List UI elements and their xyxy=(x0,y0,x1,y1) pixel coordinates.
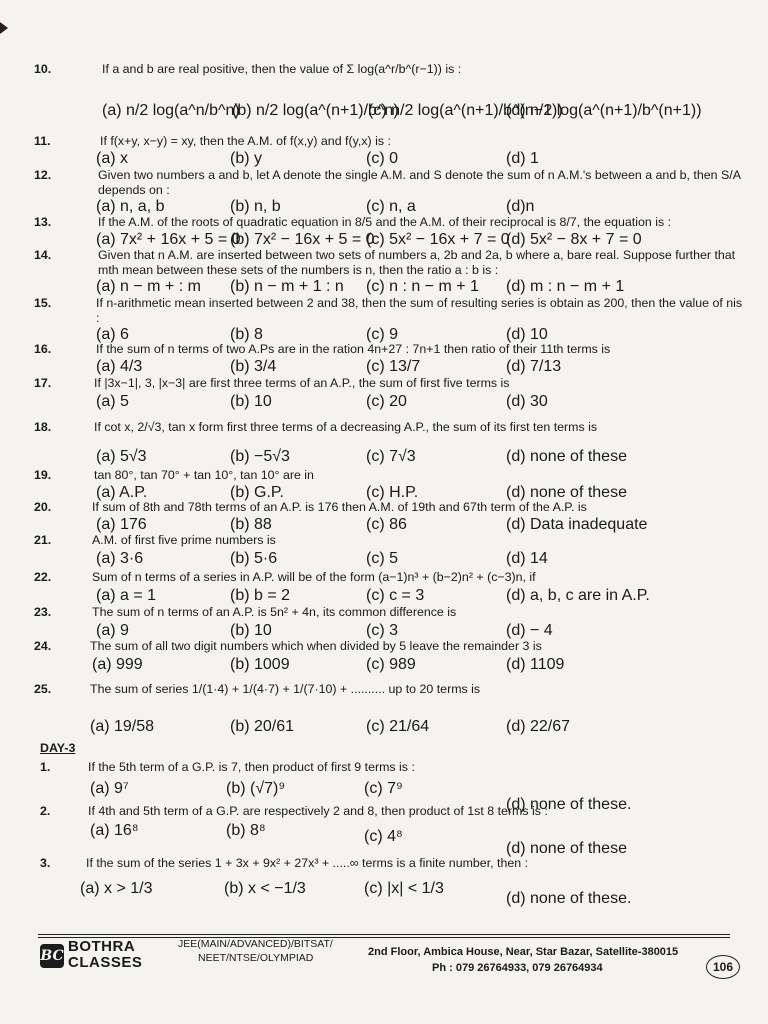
option-b: (b) 8⁸ xyxy=(226,822,266,839)
options-day3-2 xyxy=(0,822,768,857)
option-d: (d) none of these. xyxy=(506,890,632,907)
options-14 xyxy=(0,278,768,294)
option-c: (c) 3 xyxy=(366,622,398,639)
option-c: (c) 7√3 xyxy=(366,448,416,465)
option-b: (b) 5·6 xyxy=(230,550,278,567)
option-b: (b) 7x² − 16x + 5 = 0 xyxy=(230,231,375,248)
option-c: (c) 4⁸ xyxy=(364,828,403,845)
options-21 xyxy=(0,550,768,566)
option-b: (b) x < −1/3 xyxy=(224,880,306,897)
option-a: (a) x xyxy=(96,150,128,167)
options-12 xyxy=(0,198,768,214)
options-18 xyxy=(0,448,768,464)
option-a: (a) 5√3 xyxy=(96,448,147,465)
option-a: (a) a = 1 xyxy=(96,587,157,604)
option-c: (c) 5 xyxy=(366,550,398,567)
section-heading: DAY-3 xyxy=(40,741,76,755)
option-b: (b) G.P. xyxy=(230,484,284,501)
options-17 xyxy=(0,393,768,409)
option-d: (d) 30 xyxy=(506,393,548,410)
option-b: (b) 10 xyxy=(230,393,272,410)
question-number: 19. xyxy=(34,468,52,482)
question-text: The sum of series 1/(1·4) + 1/(4·7) + 1/(7·10) + .......... up to 20 terms is xyxy=(90,682,481,696)
option-c: (c) n, a xyxy=(366,198,416,215)
exam-list-line2: NEET/NTSE/OLYMPIAD xyxy=(198,952,314,964)
options-15 xyxy=(0,326,768,342)
option-a: (a) 999 xyxy=(92,656,143,673)
option-a: (a) x > 1/3 xyxy=(80,880,153,897)
option-c: (c) 7⁹ xyxy=(364,780,403,797)
option-a: (a) 9⁷ xyxy=(90,780,129,797)
question-number: 13. xyxy=(34,215,52,229)
option-c: (c) 9 xyxy=(366,326,398,343)
question-number: 14. xyxy=(34,248,52,262)
option-a: (a) 9 xyxy=(96,622,129,639)
option-d: (d) 10 xyxy=(506,326,548,343)
option-d: (d) n/2 log(a^(n+1)/b^(n+1)) xyxy=(506,102,702,119)
question-text: If cot x, 2/√3, tan x form first three terms of a decreasing A.P., the sum of its first ten terms is xyxy=(94,420,598,434)
option-c: (c) c = 3 xyxy=(366,587,425,604)
option-d: (d) none of these xyxy=(506,484,627,501)
question-text: A.M. of first five prime numbers is xyxy=(92,533,276,547)
option-b: (b) n, b xyxy=(230,198,281,215)
option-c: (c) 13/7 xyxy=(366,358,421,375)
question-text: The sum of n terms of an A.P. is 5n² + 4n, its common difference is xyxy=(92,605,457,619)
options-22 xyxy=(0,587,768,603)
option-b: (b) y xyxy=(230,150,262,167)
brand-name-line2: CLASSES xyxy=(68,954,143,971)
options-13 xyxy=(0,231,768,247)
brand-name-line1: BOTHRA xyxy=(68,938,136,955)
question-number: 22. xyxy=(34,570,52,584)
option-d: (d) none of these xyxy=(506,448,627,465)
option-d: (d) none of these xyxy=(506,840,627,857)
option-a: (a) 6 xyxy=(96,326,129,343)
option-d: (d) 14 xyxy=(506,550,548,567)
option-a: (a) 4/3 xyxy=(96,358,143,375)
question-text: If the 5th term of a G.P. is 7, then product of first 9 terms is : xyxy=(88,760,415,774)
question-number: 15. xyxy=(34,296,52,310)
footer-divider xyxy=(38,934,730,935)
option-b: (b) 3/4 xyxy=(230,358,277,375)
options-20 xyxy=(0,516,768,532)
question-text: If sum of 8th and 78th terms of an A.P. is 176 then A.M. of 19th and 67th term of the A.P. is xyxy=(92,500,587,514)
option-b: (b) 20/61 xyxy=(230,718,295,735)
question-number: 12. xyxy=(34,168,52,182)
option-c: (c) 0 xyxy=(366,150,398,167)
option-d: (d) 1 xyxy=(506,150,539,167)
option-b: (b) (√7)⁹ xyxy=(226,780,286,797)
option-d: (d) a, b, c are in A.P. xyxy=(506,587,650,604)
question-text: If |3x−1|, 3, |x−3| are first three terms of an A.P., the sum of first five terms is xyxy=(94,376,510,390)
question-number: 25. xyxy=(34,682,52,696)
question-number: 20. xyxy=(34,500,52,514)
option-a: (a) n − m + : m xyxy=(96,278,201,295)
option-c: (c) |x| < 1/3 xyxy=(364,880,444,897)
question-number: 2. xyxy=(40,804,51,818)
question-text: If f(x+y, x−y) = xy, then the A.M. of f(x,y) and f(y,x) is : xyxy=(100,134,391,148)
option-a: (a) n/2 log(a^n/b^n) xyxy=(102,102,240,119)
question-text: Given two numbers a and b, let A denote the single A.M. and S denote the sum of n A.M.'s between a and b, then S/A depends on : xyxy=(98,168,741,197)
question-text: If the A.M. of the roots of quadratic equation in 8/5 and the A.M. of their reciprocal is 8/7, the equation is : xyxy=(98,215,672,229)
option-c: (c) 86 xyxy=(366,516,407,533)
option-a: (a) 176 xyxy=(96,516,147,533)
option-c: (c) n/2 log(a^(n+1)/b^(n−1)) xyxy=(368,102,563,119)
option-c: (c) n : n − m + 1 xyxy=(366,278,479,295)
option-b: (b) n − m + 1 : n xyxy=(230,278,344,295)
question-number: 3. xyxy=(40,856,51,870)
option-d: (d)n xyxy=(506,198,535,215)
question-text: The sum of all two digit numbers which when divided by 5 leave the remainder 3 is xyxy=(90,639,542,653)
question-number: 24. xyxy=(34,639,52,653)
options-23 xyxy=(0,622,768,638)
option-d: (d) none of these. xyxy=(506,796,632,813)
option-a: (a) 7x² + 16x + 5 = 0 xyxy=(96,231,241,248)
footer-address: 2nd Floor, Ambica House, Near, Star Bazar, Satellite-380015 xyxy=(368,946,679,958)
options-11 xyxy=(0,150,768,166)
question-text: Given that n A.M. are inserted between two sets of numbers a, 2b and 2a, b where a, bare real. Suppose further that mth mean between these sets of the numbers is n, then the ratio a : b is : xyxy=(98,248,736,277)
question-number: 16. xyxy=(34,342,52,356)
page-number: 106 xyxy=(706,955,740,979)
brand-logo: BC xyxy=(40,944,64,968)
option-d: (d) m : n − m + 1 xyxy=(506,278,625,295)
option-d: (d) 5x² − 8x + 7 = 0 xyxy=(506,231,642,248)
option-b: (b) 8 xyxy=(230,326,263,343)
option-b: (b) −5√3 xyxy=(230,448,290,465)
option-c: (c) 20 xyxy=(366,393,407,410)
question-text: If the sum of n terms of two A.Ps are in the ration 4n+27 : 7n+1 then ratio of their 11th terms is xyxy=(96,342,611,356)
option-d: (d) 7/13 xyxy=(506,358,562,375)
option-a: (a) 19/58 xyxy=(90,718,155,735)
option-d: (d) Data inadequate xyxy=(506,516,648,533)
question-text: If the sum of the series 1 + 3x + 9x² + 27x³ + .....∞ terms is a finite number, then : xyxy=(86,856,529,870)
options-16 xyxy=(0,358,768,374)
option-d: (d) 1109 xyxy=(506,656,565,673)
option-a: (a) A.P. xyxy=(96,484,148,501)
question-number: 23. xyxy=(34,605,52,619)
page-edge-mark xyxy=(0,22,8,34)
option-a: (a) 16⁸ xyxy=(90,822,139,839)
question-number: 11. xyxy=(34,134,51,148)
option-d: (d) 22/67 xyxy=(506,718,571,735)
options-24 xyxy=(0,656,768,672)
question-text: If 4th and 5th term of a G.P. are respectively 2 and 8, then product of 1st 8 terms is : xyxy=(88,804,548,818)
question-text: Sum of n terms of a series in A.P. will be of the form (a−1)n³ + (b−2)n² + (c−3)n, if xyxy=(92,570,536,584)
option-d: (d) − 4 xyxy=(506,622,553,639)
option-b: (b) 1009 xyxy=(230,656,290,673)
options-day3-3 xyxy=(0,880,768,907)
question-number: 18. xyxy=(34,420,52,434)
question-number: 21. xyxy=(34,533,52,547)
options-25 xyxy=(0,718,768,734)
exam-list-line1: JEE(MAIN/ADVANCED)/BITSAT/ xyxy=(178,938,333,950)
question-text: If n-arithmetic mean inserted between 2 and 38, then the sum of resulting series is obtain as 200, then the value of nis : xyxy=(96,296,743,325)
option-a: (a) n, a, b xyxy=(96,198,165,215)
footer-phone: Ph : 079 26764933, 079 26764934 xyxy=(432,962,603,974)
option-c: (c) H.P. xyxy=(366,484,419,501)
option-b: (b) 88 xyxy=(230,516,272,533)
question-number: 1. xyxy=(40,760,51,774)
question-text: If a and b are real positive, then the value of Σ log(a^r/b^(r−1)) is : xyxy=(102,62,462,76)
option-b: (b) b = 2 xyxy=(230,587,291,604)
question-number: 10. xyxy=(34,62,52,76)
option-c: (c) 21/64 xyxy=(366,718,430,735)
question-text: tan 80°, tan 70° + tan 10°, tan 10° are in xyxy=(94,468,314,482)
option-a: (a) 3·6 xyxy=(96,550,144,567)
option-c: (c) 5x² − 16x + 7 = 0 xyxy=(366,231,510,248)
option-a: (a) 5 xyxy=(96,393,129,410)
options-10 xyxy=(0,102,768,118)
footer-divider xyxy=(38,937,730,938)
options-19 xyxy=(0,484,768,500)
option-b: (b) n/2 log(a^(n+1)/b^n) xyxy=(232,102,399,119)
option-c: (c) 989 xyxy=(366,656,416,673)
question-number: 17. xyxy=(34,376,52,390)
option-b: (b) 10 xyxy=(230,622,272,639)
